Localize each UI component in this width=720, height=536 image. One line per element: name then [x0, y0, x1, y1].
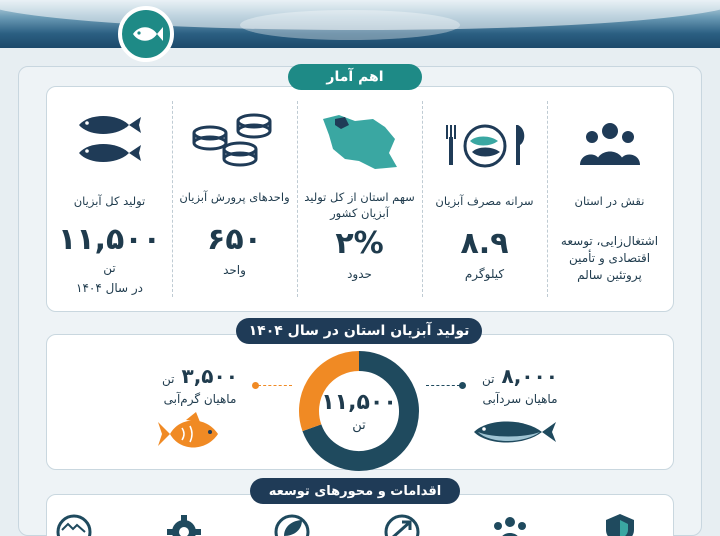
- landscape-icon: [52, 512, 96, 536]
- stat-unit: واحد: [223, 263, 246, 277]
- hero-banner: [0, 0, 720, 48]
- stat-percapita: [422, 87, 547, 313]
- stat-total: [47, 87, 172, 313]
- growth-arrow-icon: [380, 512, 424, 536]
- stat-units: [172, 87, 297, 313]
- fish-plate-icon: [422, 121, 547, 171]
- stat-label: واحدهای پرورش آبزیان: [179, 190, 290, 204]
- water-splash: [240, 10, 460, 40]
- stat-note: در سال ۱۴۰۴: [76, 281, 143, 295]
- stat-unit: حدود: [347, 267, 372, 281]
- stat-desc: اشتغال‌زایی، توسعه اقتصادی و تأمین پروتئین سالم: [560, 234, 659, 282]
- cold-label: ماهیان سردآبی: [482, 392, 558, 406]
- stat-label: نقش در استان: [574, 194, 645, 208]
- iran-map-icon: [297, 109, 422, 173]
- people-group-icon: [547, 121, 672, 167]
- stat-unit: تن: [103, 261, 116, 275]
- stat-value: ۶۵۰: [207, 222, 262, 257]
- connector-dot: [252, 382, 259, 389]
- connector-warm: [258, 385, 292, 386]
- stat-label: تولید کل آبزیان: [73, 194, 146, 208]
- cold-value: ۸,۰۰۰ تن: [482, 364, 558, 388]
- development-title: اقدامات و محورهای توسعه: [250, 478, 460, 504]
- stat-label: سرانه مصرف آبزیان: [435, 194, 534, 208]
- gear-icon: [162, 512, 206, 536]
- stat-value: ۲%: [335, 226, 384, 261]
- team-icon: [488, 512, 532, 536]
- fish-pair-icon: [47, 109, 172, 169]
- stat-share: [297, 87, 422, 313]
- stat-unit: کیلوگرم: [464, 267, 505, 281]
- fish-pond-icon: [172, 107, 297, 169]
- warm-value: ۳,۵۰۰ تن: [162, 364, 238, 388]
- shield-icon: [598, 512, 642, 536]
- stat-role: [547, 87, 672, 313]
- connector-dot: [459, 382, 466, 389]
- stats-panel: [46, 86, 674, 312]
- fish-badge-icon: [118, 6, 174, 62]
- warm-label: ماهیان گرم‌آبی: [163, 392, 237, 406]
- connector-cold: [426, 385, 460, 386]
- leaf-icon: [270, 512, 314, 536]
- stat-value: ۱۱,۵۰۰: [58, 222, 161, 257]
- cold-fish-icon: [468, 414, 558, 454]
- stat-value: ۸.۹: [460, 226, 509, 261]
- stats-title: اهم آمار: [288, 64, 422, 90]
- production-title: تولید آبزیان استان در سال ۱۴۰۴: [236, 318, 482, 344]
- warm-fish-icon: [156, 410, 234, 462]
- stat-label: سهم استان از کل تولید آبزیان کشور: [304, 190, 415, 220]
- donut-total-unit: تن: [352, 418, 366, 433]
- donut-total-value: ۱۱,۵۰۰: [321, 390, 397, 415]
